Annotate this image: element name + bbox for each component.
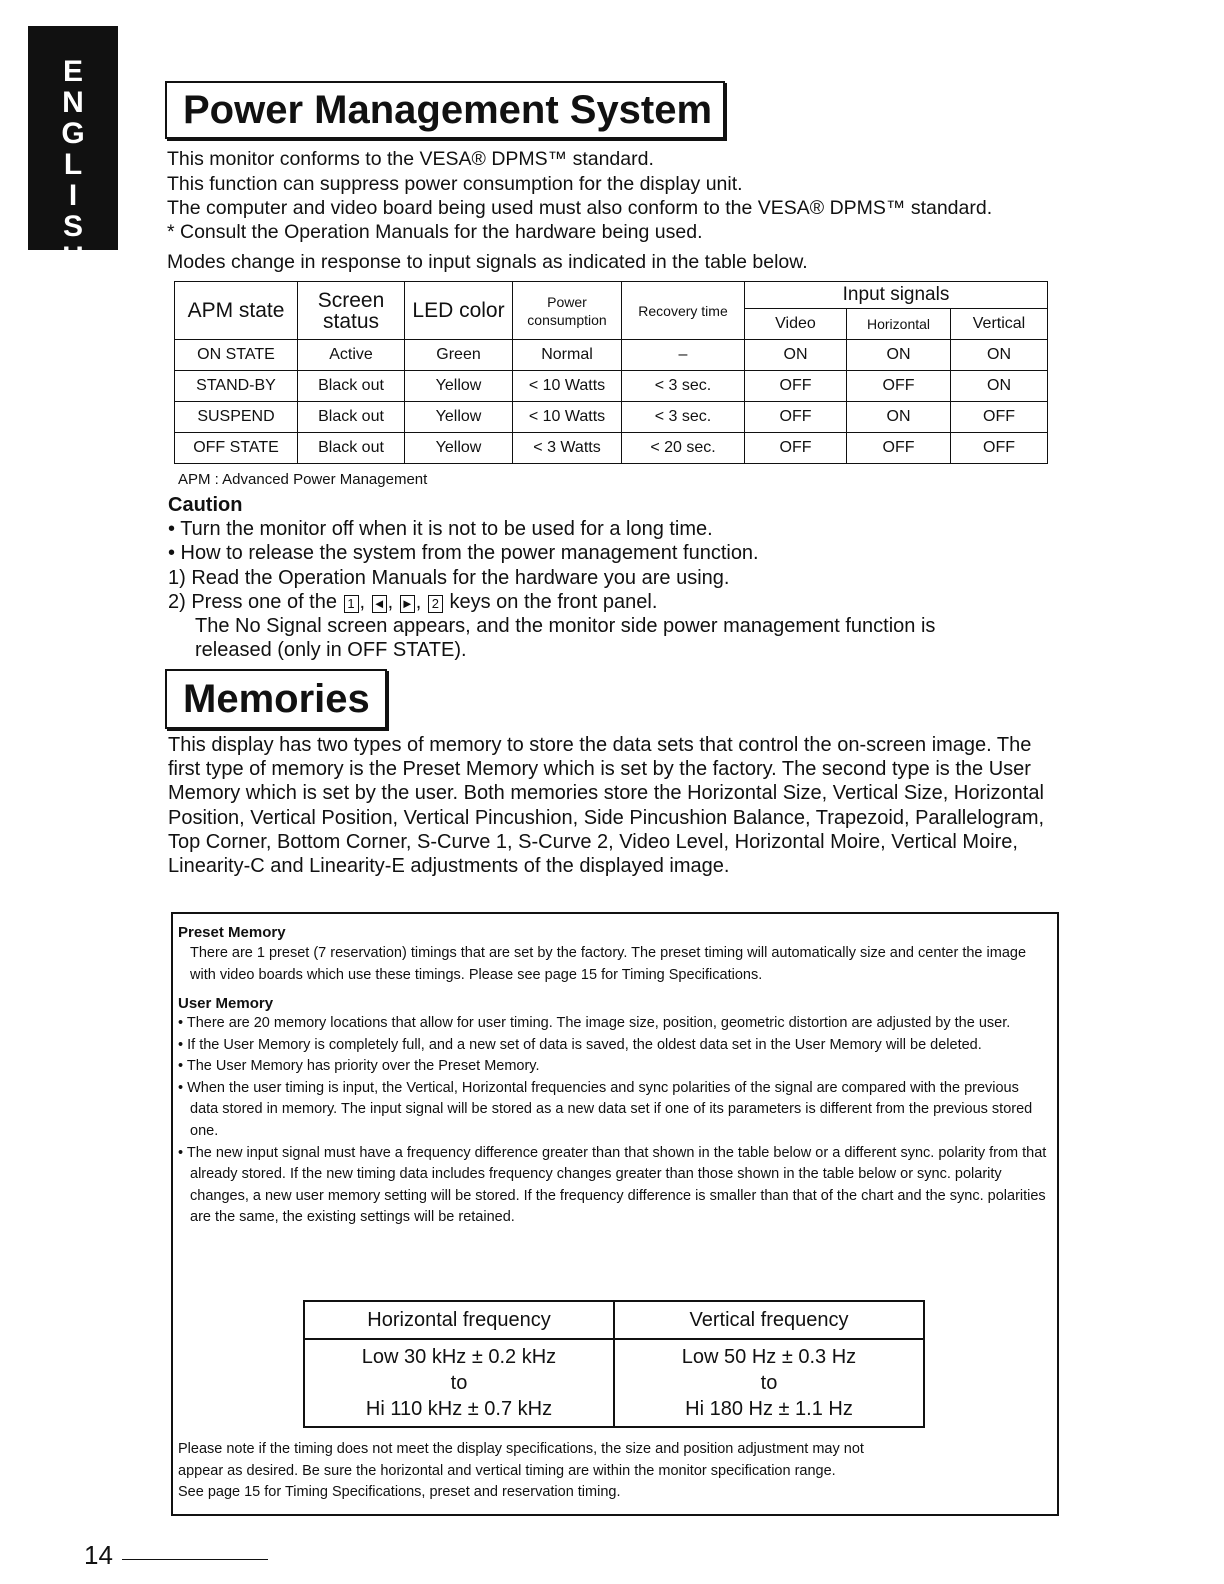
frequency-table [303, 1300, 925, 1428]
cell: ON [847, 340, 951, 371]
cell: ON [847, 402, 951, 433]
key-left-icon: ◄ [372, 595, 386, 611]
th-input-signals: Input signals [745, 282, 1048, 309]
key-1-icon: 1 [344, 595, 359, 613]
memory-info-box [171, 912, 1059, 1516]
th-horizontal: Horizontal [847, 309, 951, 340]
list-item: • How to release the system from the power management function. [168, 542, 759, 565]
cell: < 10 Watts [513, 402, 622, 433]
cell: – [622, 340, 745, 371]
cell: OFF [951, 402, 1048, 433]
memories-intro: This display has two types of memory to store the data sets that control the on-screen image. The first type of memory is the Preset Memory which is set by the factory. The second type is the User Memory which is set by the user. Both memories store the Horizontal Size, Vertical Size, Horizontal Position, Vertical Position, Vertical Pincushion, Side Pincushion Balance, Trapezoid, Parallelogram, Top Corner, Bottom Corner, S-Curve 1, S-Curve 2, Video Level, Horizontal Moire, Vertical Moire, Linearity-C and Linearity-E adjustments of the displayed image. [168, 734, 1045, 878]
caution-list [168, 517, 935, 663]
cell: Yellow [405, 371, 513, 402]
cell: Black out [298, 402, 405, 433]
cell: STAND-BY [175, 371, 298, 402]
cell: OFF [745, 433, 847, 464]
cell: OFF STATE [175, 433, 298, 464]
intro-line-5: Modes change in response to input signals as indicated in the table below. [167, 251, 808, 273]
cell: < 20 sec. [622, 433, 745, 464]
cell: < 10 Watts [513, 371, 622, 402]
preset-memory-text: There are 1 preset (7 reservation) timings that are set by the factory. The preset timing will automatically size and center the image with video boards which use these timings. Please see page 15 for Timing Specifications. [190, 945, 1027, 983]
th-power-consumption: Power consumption [513, 282, 622, 340]
intro-line-2: This function can suppress power consumption for the display unit. [167, 173, 743, 195]
cell: Green [405, 340, 513, 371]
th-video: Video [745, 309, 847, 340]
language-tab-label: E N G L I S H [61, 55, 85, 274]
th-apm-state: APM state [175, 282, 298, 340]
caution-heading: Caution [168, 494, 243, 516]
cell: OFF [745, 371, 847, 402]
th-vertical-frequency: Vertical frequency [614, 1301, 924, 1339]
cell: OFF [745, 402, 847, 433]
horizontal-frequency-range: Low 30 kHz ± 0.2 kHz to Hi 110 kHz ± 0.7 kHz [304, 1339, 614, 1427]
cell: Normal [513, 340, 622, 371]
user-memory-list [178, 1013, 1048, 1229]
cell: OFF [847, 433, 951, 464]
list-item: • There are 20 memory locations that allow for user timing. The image size, position, geometric distortion are adjusted by the user. [178, 1015, 1011, 1031]
list-item: The No Signal screen appears, and the monitor side power management function is [195, 615, 936, 638]
cell: Black out [298, 371, 405, 402]
cell: Active [298, 340, 405, 371]
list-item: • The new input signal must have a frequency difference greater than that shown in the table below or a different sync. polarity from that already stored. If the new timing data includes frequency changes greater than those shown in the table below or sync. polarity changes, a new user memory setting will be stored. If the frequency difference is smaller than that of the chart and the sync. polarities are the same, the existing settings will be retained. [178, 1144, 1047, 1226]
key-right-icon: ► [400, 595, 414, 611]
key-2-icon: 2 [428, 595, 443, 613]
cell: Black out [298, 433, 405, 464]
power-management-heading: Power Management System [165, 81, 725, 139]
vertical-frequency-range: Low 50 Hz ± 0.3 Hz to Hi 180 Hz ± 1.1 Hz [614, 1339, 924, 1427]
th-recovery-time: Recovery time [622, 282, 745, 340]
table-row [175, 402, 1048, 433]
list-item: • Turn the monitor off when it is not to be used for a long time. [168, 518, 713, 540]
memories-heading: Memories [165, 669, 387, 729]
table-row [175, 433, 1048, 464]
list-item: released (only in OFF STATE). [195, 639, 467, 662]
cell: OFF [847, 371, 951, 402]
list-item: • When the user timing is input, the Vertical, Horizontal frequencies and sync polarities of the signal are compared with the previous data stored in memory. The input signal will be stored as a new data set if one of its parameters is different from the previous stored one. [178, 1079, 1033, 1139]
list-item: • If the User Memory is completely full, and a new set of data is saved, the oldest data set in the User Memory will be deleted. [178, 1036, 982, 1053]
cell: ON [951, 371, 1048, 402]
table-row [175, 371, 1048, 402]
cell: < 3 Watts [513, 433, 622, 464]
cell: ON STATE [175, 340, 298, 371]
cell: < 3 sec. [622, 371, 745, 402]
th-vertical: Vertical [951, 309, 1048, 340]
cell: OFF [951, 433, 1048, 464]
page-number-rule [122, 1559, 268, 1560]
intro-line-4: * Consult the Operation Manuals for the hardware being used. [167, 221, 703, 243]
list-item: 2) Press one of the 1 , ◄ , ► , 2 keys on the front panel. [168, 590, 658, 613]
timing-note: Please note if the timing does not meet the display specifications, the size and position adjustment may not appear as desired. Be sure the horizontal and vertical timing are within the monitor specification range. See page 15 for Timing Specifications, preset and reservation timing. [178, 1441, 864, 1501]
th-horizontal-frequency: Horizontal frequency [304, 1301, 614, 1339]
language-tab [28, 26, 118, 274]
list-item: 1) Read the Operation Manuals for the hardware you are using. [168, 566, 730, 589]
th-led-color: LED color [405, 282, 513, 340]
apm-note: APM : Advanced Power Management [178, 471, 428, 488]
list-item: • The User Memory has priority over the Preset Memory. [178, 1058, 540, 1075]
user-memory-heading: User Memory [178, 995, 274, 1012]
page-number: 14 [84, 1540, 113, 1570]
table-row [175, 340, 1048, 371]
cell: Yellow [405, 402, 513, 433]
cell: ON [745, 340, 847, 371]
cell: ON [951, 340, 1048, 371]
intro-line-1: This monitor conforms to the VESA® DPMS™ standard. [167, 148, 654, 170]
intro-line-3: The computer and video board being used must also conform to the VESA® DPMS™ standard. [167, 197, 993, 219]
cell: Yellow [405, 433, 513, 464]
th-screen-status: Screen status [298, 282, 405, 340]
apm-table [174, 281, 1048, 464]
cell: SUSPEND [175, 402, 298, 433]
preset-memory-heading: Preset Memory [178, 924, 286, 941]
cell: < 3 sec. [622, 402, 745, 433]
